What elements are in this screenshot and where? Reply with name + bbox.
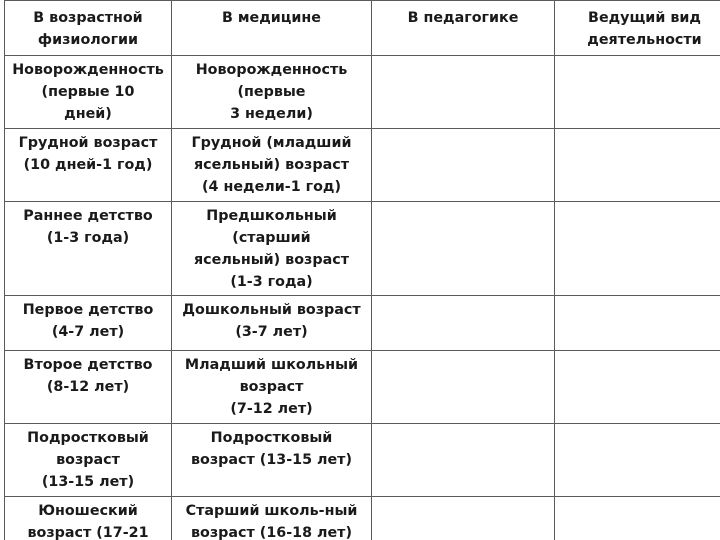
- cell-medicine: Младший школьный возраст (7-12 лет): [172, 351, 372, 424]
- cell-pedagogy: [372, 296, 555, 351]
- cell-activity: [555, 56, 720, 129]
- cell-pedagogy: [372, 497, 555, 540]
- table-row: [5, 129, 720, 202]
- age-periodization-table: [4, 0, 720, 540]
- table-header-row: [5, 1, 720, 56]
- header-pedagogy: В педагогике: [372, 1, 555, 56]
- cell-pedagogy: [372, 202, 555, 296]
- cell-medicine: Старший школь-ный возраст (16-18 лет): [172, 497, 372, 540]
- cell-physiology: Раннее детство (1-3 года): [5, 202, 172, 296]
- cell-physiology: Новорожденность (первые 10 дней): [5, 56, 172, 129]
- header-leading-activity: Ведущий вид деятельности: [555, 1, 720, 56]
- cell-activity: [555, 351, 720, 424]
- cell-pedagogy: [372, 129, 555, 202]
- cell-activity: [555, 497, 720, 540]
- cell-activity: [555, 424, 720, 497]
- header-age-physiology: В возрастной физиологии: [5, 1, 172, 56]
- table-row: [5, 296, 720, 351]
- cell-activity: [555, 296, 720, 351]
- cell-pedagogy: [372, 351, 555, 424]
- cell-activity: [555, 202, 720, 296]
- cell-physiology: Юношеский возраст (17-21: [5, 497, 172, 540]
- cell-physiology: Подростковый возраст (13-15 лет): [5, 424, 172, 497]
- cell-medicine: Подростковый возраст (13-15 лет): [172, 424, 372, 497]
- table-row: [5, 56, 720, 129]
- cell-activity: [555, 129, 720, 202]
- cell-pedagogy: [372, 56, 555, 129]
- cell-pedagogy: [372, 424, 555, 497]
- table-row: [5, 424, 720, 497]
- cell-physiology: Первое детство (4-7 лет): [5, 296, 172, 351]
- cell-medicine: Новорожденность (первые 3 недели): [172, 56, 372, 129]
- cell-medicine: Предшкольный (старший ясельный) возраст (1-3 года): [172, 202, 372, 296]
- table-row: [5, 497, 720, 540]
- table-row: [5, 202, 720, 296]
- header-medicine: В медицине: [172, 1, 372, 56]
- cell-physiology: Грудной возраст (10 дней-1 год): [5, 129, 172, 202]
- cell-medicine: Дошкольный возраст (3-7 лет): [172, 296, 372, 351]
- table-row: [5, 351, 720, 424]
- cell-physiology: Второе детство (8-12 лет): [5, 351, 172, 424]
- cell-medicine: Грудной (младший ясельный) возраст (4 недели-1 год): [172, 129, 372, 202]
